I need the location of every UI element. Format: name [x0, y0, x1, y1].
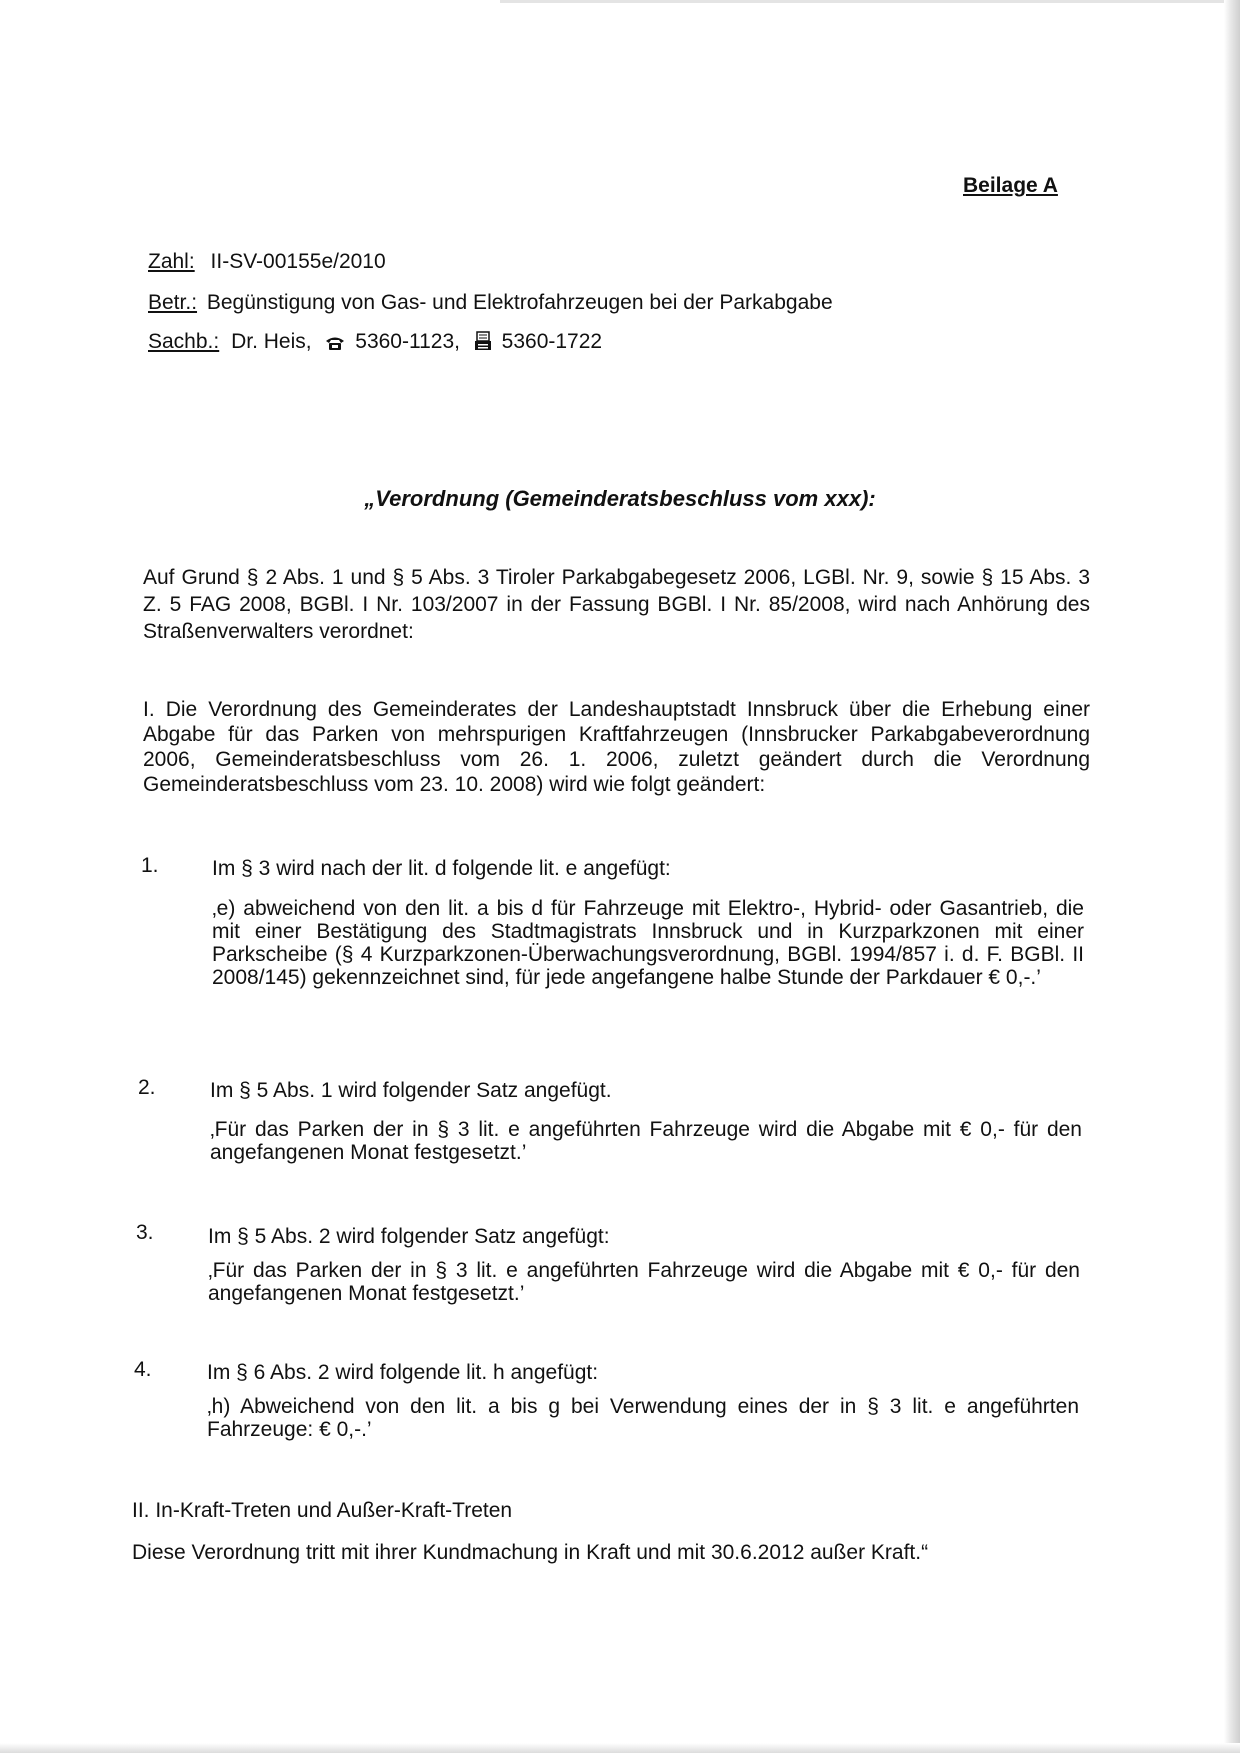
scan-edge-top — [500, 0, 1240, 3]
item-heading: Im § 3 wird nach der lit. d folgende lit. e angefügt: — [212, 857, 671, 880]
item-body: ‚h) Abweichend von den lit. a bis g bei Verwendung eines der in § 3 lit. e angeführten Fahrzeuge: € 0,-.’ — [207, 1395, 1079, 1441]
zahl-label: Zahl: — [148, 250, 195, 273]
section-one-paragraph: I. Die Verordnung des Gemeinderates der Landeshauptstadt Innsbruck über die Erhebung einer Abgabe für das Parken von mehrspurigen Kraftfahrzeugen (Innsbrucker Parkabgabeverordnung 2006, Gemeinderatsbeschluss vom 26. 1. 2006, zuletzt geändert durch die Verordnung Gemeinderatsbeschluss vom 23. 10. 2008) wird wie folgt geändert: — [143, 698, 1090, 796]
item-body: ‚e) abweichend von den lit. a bis d für Fahrzeuge mit Elektro-, Hybrid- oder Gasantrieb, die mit einer Bestätigung des Stadtmagistrats Innsbruck und in Kurzparkzonen mit einer Parkscheibe (§ 4 Kurzparkzonen-Überwachungsverordnung, BGBl. 1994/857 i. d. F. BGBl. II 2008/145) gekennzeichnet sind, für jede angefangene halbe Stunde der Parkdauer € 0,-.’ — [212, 897, 1084, 989]
ordinance-title: „Verordnung (Gemeinderatsbeschluss vom xxx): — [364, 486, 876, 511]
item-heading: Im § 5 Abs. 1 wird folgender Satz angefügt. — [210, 1079, 612, 1102]
section-two-heading: II. In-Kraft-Treten und Außer-Kraft-Treten — [132, 1499, 513, 1522]
scan-edge-right — [1224, 0, 1240, 1753]
item-heading: Im § 5 Abs. 2 wird folgender Satz angefügt: — [208, 1225, 610, 1248]
meta-sachbearbeiter — [148, 330, 602, 357]
attachment-label: Beilage A — [963, 174, 1058, 197]
item-number: 3. — [136, 1221, 154, 1244]
item-body: ‚Für das Parken der in § 3 lit. e angeführten Fahrzeuge wird die Abgabe mit € 0,- für den angefangenen Monat festgesetzt.’ — [210, 1118, 1082, 1164]
fax-icon — [474, 331, 492, 357]
preamble-paragraph: Auf Grund § 2 Abs. 1 und § 5 Abs. 3 Tiroler Parkabgabegesetz 2006, LGBl. Nr. 9, sowie § 15 Abs. 3 Z. 5 FAG 2008, BGBl. I Nr. 103/2007 in der Fassung BGBl. I Nr. 85/2008, wird nach Anhörung des Straßenverwalters verordnet: — [143, 566, 1090, 643]
item-number: 2. — [138, 1076, 156, 1099]
section-two-text: Diese Verordnung tritt mit ihrer Kundmachung in Kraft und mit 30.6.2012 außer Kraft.“ — [132, 1541, 929, 1564]
zahl-value: II-SV-00155e/2010 — [210, 250, 386, 273]
meta-betreff — [148, 291, 833, 315]
item-heading: Im § 6 Abs. 2 wird folgende lit. h angefügt: — [207, 1361, 599, 1384]
betreff-label: Betr.: — [148, 291, 198, 314]
item-number: 4. — [134, 1358, 152, 1381]
telephone-icon — [325, 333, 345, 357]
item-number: 1. — [141, 854, 159, 877]
fax-number: 5360-1722 — [501, 330, 603, 353]
sachbearbeiter-label: Sachb.: — [148, 330, 220, 353]
betreff-value: Begünstigung von Gas- und Elektrofahrzeugen bei der Parkabgabe — [206, 291, 833, 314]
meta-zahl — [148, 250, 386, 274]
sachbearbeiter-name: Dr. Heis, — [231, 330, 312, 353]
item-body: ‚Für das Parken der in § 3 lit. e angeführten Fahrzeuge wird die Abgabe mit € 0,- für den angefangenen Monat festgesetzt.’ — [208, 1259, 1080, 1305]
phone-number: 5360-1123, — [355, 330, 460, 353]
scan-edge-bottom — [0, 1743, 1240, 1753]
